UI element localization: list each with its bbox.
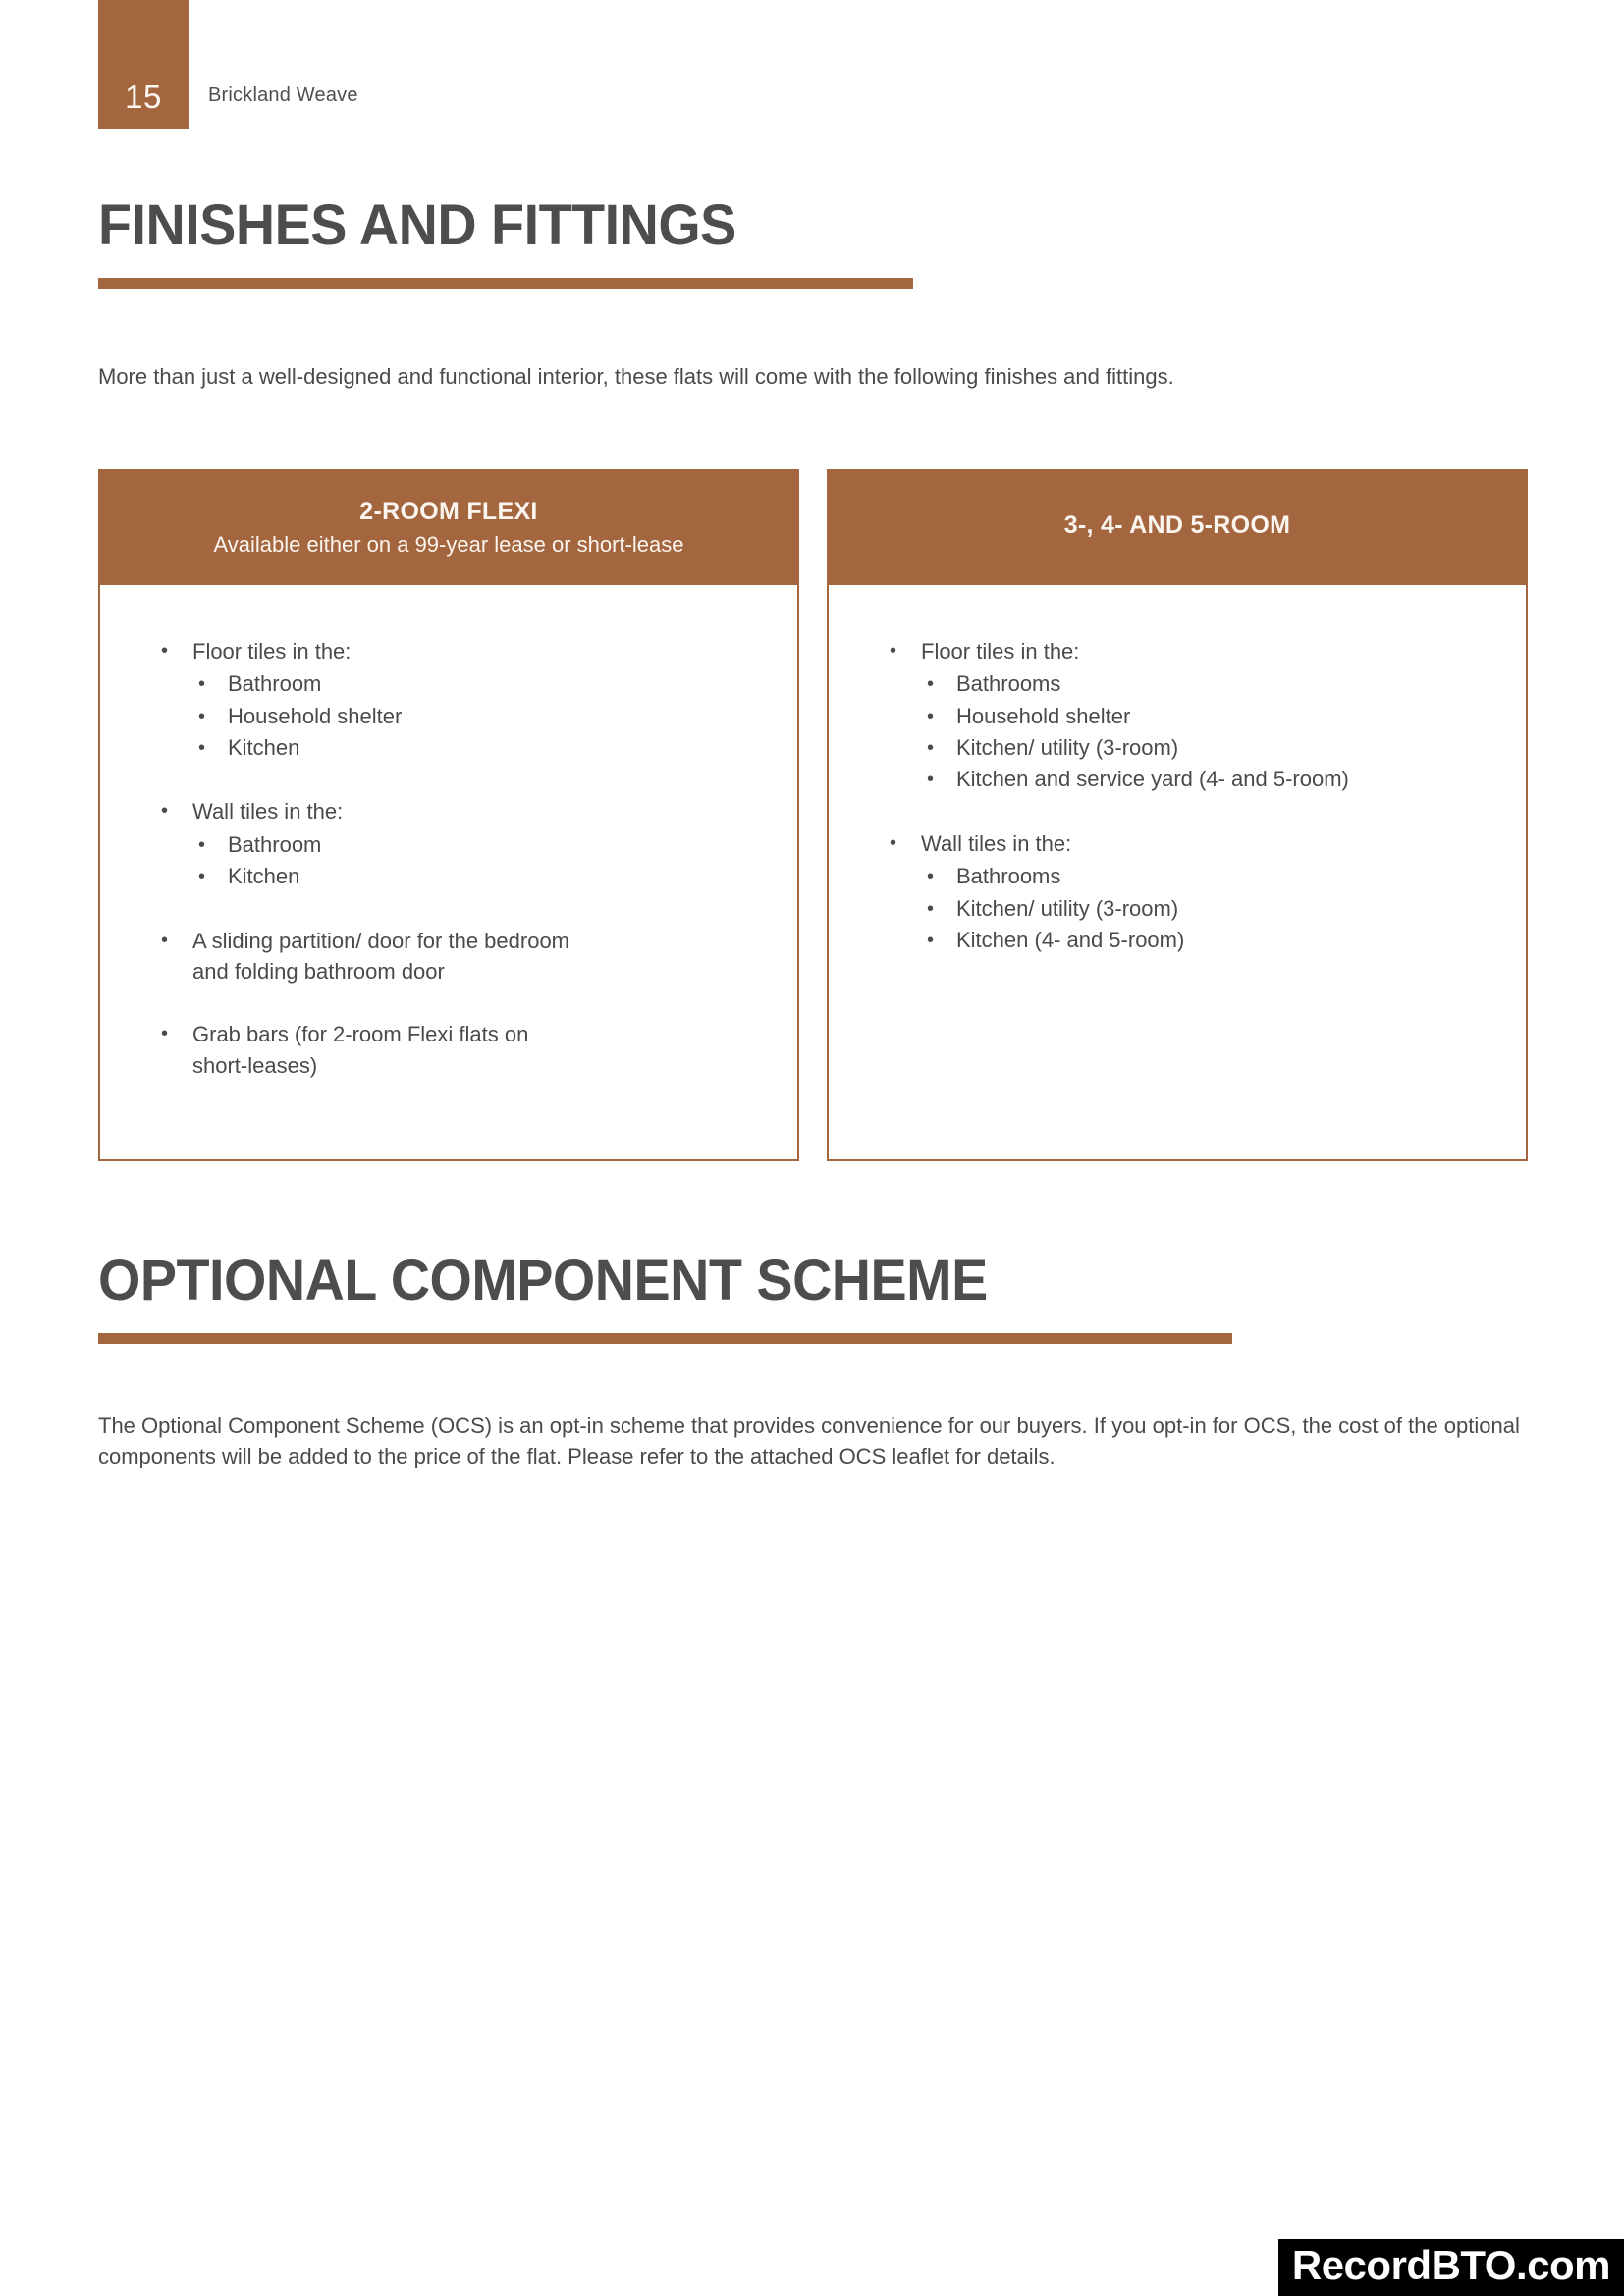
sub-list-item-label: Kitchen/ utility (3-room) <box>956 895 1179 921</box>
list-item-label: Floor tiles in the: <box>921 639 1080 664</box>
bullet-icon: • <box>890 640 897 662</box>
list-item-label: Wall tiles in the: <box>921 830 1072 856</box>
page-title: FINISHES AND FITTINGS <box>98 193 736 257</box>
card-title: 2-ROOM FLEXI <box>359 498 538 526</box>
bullet-icon: • <box>161 1023 169 1045</box>
card-header <box>98 469 799 585</box>
bullet-icon: • <box>927 929 935 951</box>
sub-list-item-label: Kitchen <box>228 735 300 761</box>
sub-list <box>921 668 1500 795</box>
finishes-list <box>854 636 1500 956</box>
sub-list-item <box>921 925 1500 956</box>
sub-list <box>192 829 772 893</box>
sub-list-item-label: Kitchen and service yard (4- and 5-room) <box>956 767 1349 792</box>
list-item-label: Grab bars (for 2-room Flexi flats on short-leases) <box>192 1022 529 1078</box>
card-header <box>827 469 1528 585</box>
sub-list-item <box>921 764 1500 795</box>
sub-list-item <box>921 701 1500 732</box>
page-header <box>0 0 1624 137</box>
bullet-icon: • <box>927 897 935 920</box>
bullet-icon: • <box>927 673 935 696</box>
bullet-icon: • <box>198 833 206 856</box>
card-3-4-5-room <box>827 469 1528 1161</box>
sub-list-item <box>192 732 772 764</box>
sub-list-item-label: Bathroom <box>228 671 322 697</box>
sub-list-item <box>921 732 1500 764</box>
bullet-icon: • <box>927 705 935 727</box>
ocs-paragraph: The Optional Component Scheme (OCS) is an opt-in scheme that provides convenience for our buyers. If you opt-in for OCS, the cost of the optional components will be added to the price of the flat. Please refer to the attached OCS leaflet for details. <box>98 1414 1520 1469</box>
bullet-icon: • <box>198 866 206 888</box>
list-item <box>854 636 1500 796</box>
bullet-icon: • <box>927 769 935 791</box>
list-item-label: A sliding partition/ door for the bedroom and folding bathroom door <box>192 928 570 984</box>
bullet-icon: • <box>161 640 169 662</box>
list-item <box>126 1019 772 1081</box>
card-body <box>829 585 1526 1159</box>
watermark: RecordBTO.com <box>1278 2239 1624 2296</box>
bullet-icon: • <box>927 866 935 888</box>
sub-list-item-label: Bathrooms <box>956 864 1061 889</box>
section-rule <box>98 1333 1232 1344</box>
section-optional-component-scheme <box>98 1249 1232 1344</box>
bullet-icon: • <box>198 705 206 727</box>
list-item <box>854 828 1500 956</box>
list-item <box>126 636 772 764</box>
page-number: 15 <box>125 79 162 115</box>
bullet-icon: • <box>927 737 935 760</box>
sub-list-item-label: Kitchen <box>228 864 300 889</box>
sub-list-item <box>192 829 772 861</box>
sub-list-item-label: Household shelter <box>228 703 403 728</box>
section-finishes-and-fittings <box>98 193 913 289</box>
card-2-room-flexi <box>98 469 799 1161</box>
card-title: 3-, 4- AND 5-ROOM <box>1063 511 1291 540</box>
sub-list-item-label: Household shelter <box>956 703 1131 728</box>
page-title: OPTIONAL COMPONENT SCHEME <box>98 1249 988 1312</box>
sub-list <box>921 861 1500 956</box>
sub-list-item <box>921 893 1500 925</box>
bullet-icon: • <box>198 737 206 760</box>
sub-list-item <box>192 701 772 732</box>
bullet-icon: • <box>198 673 206 696</box>
sub-list-item-label: Bathrooms <box>956 671 1061 697</box>
section-rule <box>98 278 913 289</box>
card-body <box>100 585 797 1159</box>
project-name: Brickland Weave <box>208 84 358 106</box>
sub-list-item-label: Kitchen (4- and 5-room) <box>956 927 1185 952</box>
sub-list-item <box>921 668 1500 700</box>
list-item <box>126 926 772 988</box>
card-subtitle: Available either on a 99-year lease or short-lease <box>213 532 684 558</box>
sub-list-item <box>921 861 1500 892</box>
sub-list <box>192 668 772 764</box>
sub-list-item <box>192 861 772 892</box>
list-item-label: Wall tiles in the: <box>192 799 344 825</box>
bullet-icon: • <box>161 800 169 823</box>
bullet-icon: • <box>890 831 897 854</box>
finishes-card-group <box>98 469 1528 1161</box>
list-item-label: Floor tiles in the: <box>192 639 352 664</box>
finishes-list <box>126 636 772 1081</box>
list-item <box>126 796 772 892</box>
bullet-icon: • <box>161 929 169 951</box>
page-number-tab <box>98 0 189 129</box>
sub-list-item-label: Bathroom <box>228 831 322 857</box>
finishes-intro-paragraph: More than just a well-designed and functional interior, these flats will come with the following finishes and fittings. <box>98 364 1174 389</box>
sub-list-item <box>192 668 772 700</box>
sub-list-item-label: Kitchen/ utility (3-room) <box>956 735 1179 761</box>
